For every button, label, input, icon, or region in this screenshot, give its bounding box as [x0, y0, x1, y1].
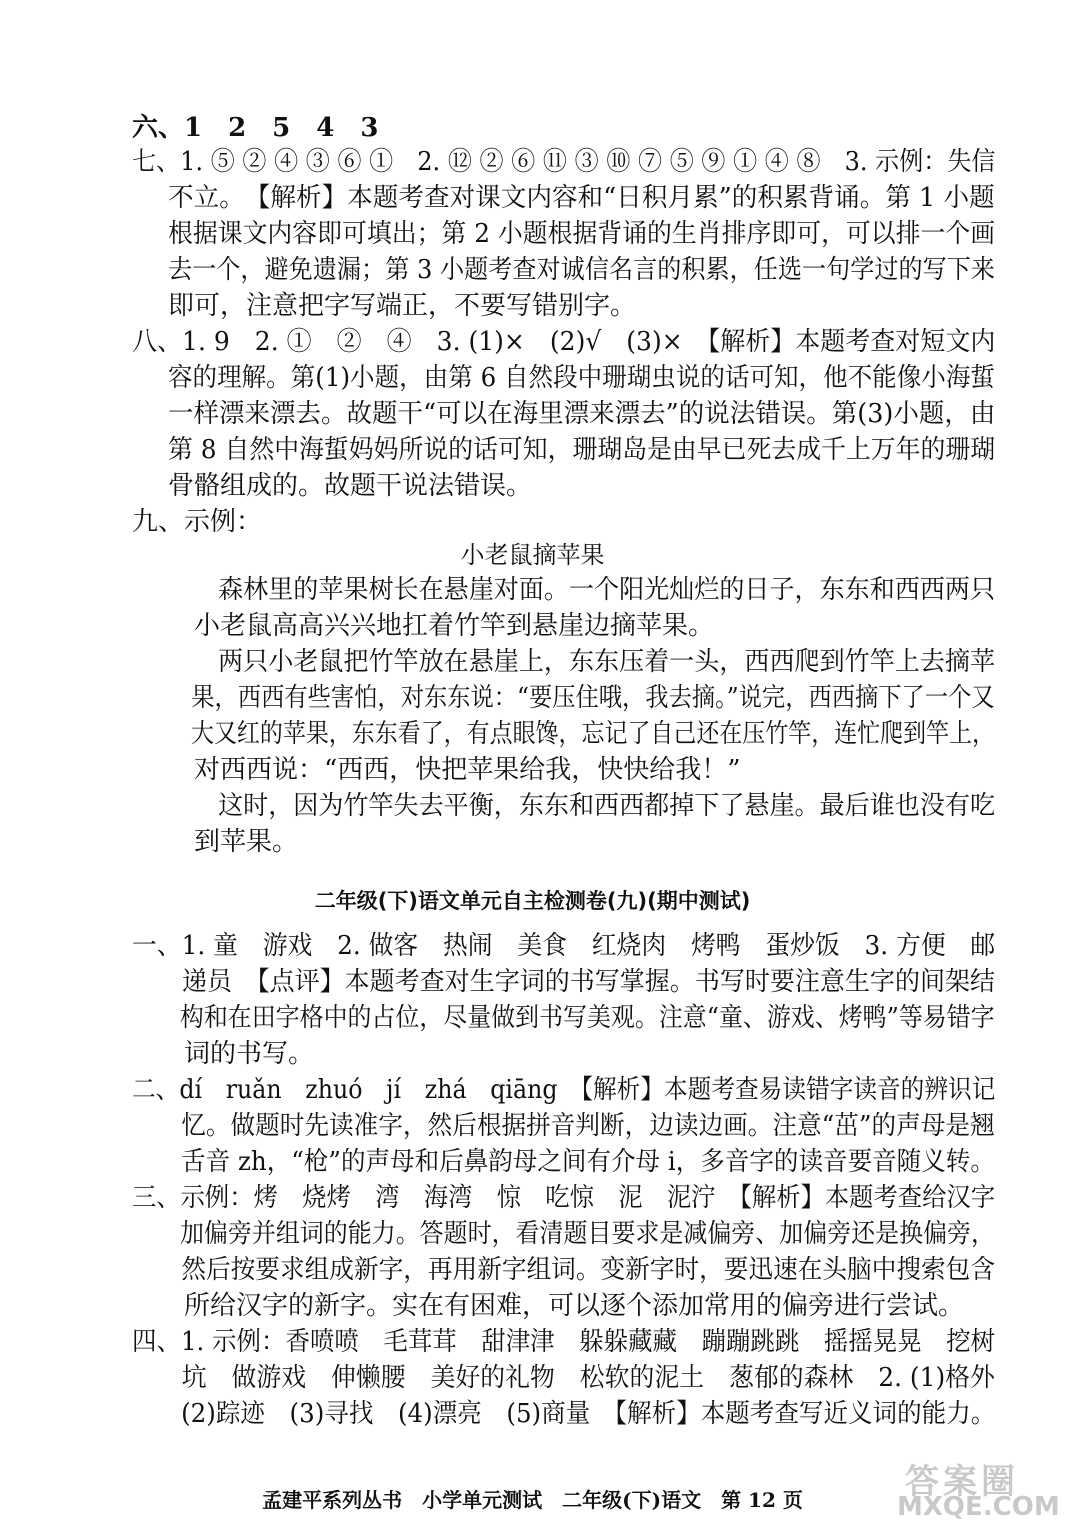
- story-line: 对西西说：“西西，快把苹果给我，快快给我！”: [168, 755, 741, 785]
- section-eight-line: 容的理解。第(1)小题，由第 6 自然段中珊瑚虫说的话可知，他不能像小海蜇: [168, 363, 995, 393]
- part-three-line: 三、示例：烤 烧烤 湾 海湾 惊 吃惊 泥 泥泞 【解析】本题考查给汉字: [132, 1183, 996, 1213]
- section-seven-line: 即可，注意把字写端正，不要写错别字。: [168, 291, 637, 321]
- part-two-line: 舌音 zh，“枪”的声母和后鼻韵母之间有介母 i，多音字的读音要音随义转。: [132, 1147, 995, 1177]
- page-footer: 孟建平系列丛书 小学单元测试 二年级(下)语文 第 12 页: [262, 1488, 803, 1512]
- section-eight-line: 第 8 自然中海蜇妈妈所说的话可知，珊瑚岛是由早已死去成千上万年的珊瑚: [168, 435, 996, 465]
- part-two-line: 二、dí ruǎn zhuó jí zhá qiāng 【解析】本题考查易读错字读音的辨识记: [132, 1075, 996, 1105]
- part-four-line: (2)踪迹 (3)寻找 (4)漂亮 (5)商量 【解析】本题考查写近义词的能力。: [132, 1399, 996, 1429]
- section-nine-label: 九、示例：: [132, 507, 263, 537]
- section-eight-line: 八、1. 9 2. ① ② ④ 3. (1)× (2)√ (3)× 【解析】本题考查对短文内: [132, 327, 996, 357]
- story-line: 两只小老鼠把竹竿放在悬崖上，东东压着一头，西西爬到竹竿上去摘苹: [168, 647, 996, 677]
- section-seven-line: 七、1. ⑤ ② ④ ③ ⑥ ① 2. ⑫ ② ⑥ ⑪ ③ ⑩ ⑦ ⑤ ⑨ ① ④ ⑧ 3. 示例：失信: [132, 147, 996, 177]
- part-four-line: 四、1. 示例：香喷喷 毛茸茸 甜津津 躲躲藏藏 蹦蹦跳跳 摇摇晃晃 挖树: [132, 1327, 996, 1357]
- part-two-line: 忆。做题时先读准字，然后根据拼音判断，边读边画。注意“茁”的声母是翘: [132, 1111, 995, 1141]
- watermark-logo: [895, 1454, 1060, 1522]
- story-line: 小老鼠高高兴兴地扛着竹竿到悬崖边摘苹果。: [168, 611, 715, 641]
- part-four-line: 坑 做游戏 伸懒腰 美好的礼物 松软的泥土 葱郁的森林 2. (1)格外: [132, 1363, 995, 1393]
- part-one-line: 构和在田字格中的占位，尽量做到书写美观。注意“童、游戏、烤鸭”等易错字: [132, 1003, 995, 1033]
- story-line: 森林里的苹果树长在悬崖对面。一个阳光灿烂的日子，东东和西西两只: [168, 575, 996, 605]
- part-one-line: 一、1. 童 游戏 2. 做客 热闹 美食 红烧肉 烤鸭 蛋炒饭 3. 方便 邮: [132, 931, 996, 961]
- watermark-url: MXQE.COM: [897, 1492, 1060, 1522]
- section-seven-line: 去一个，避免遗漏；第 3 小题考查对诚信名言的积累，任选一句学过的写下来: [168, 255, 996, 285]
- part-three-line: 所给汉字的新字。实在有困难，可以逐个添加常用的偏旁进行尝试。: [132, 1291, 965, 1321]
- story-title: 小老鼠摘苹果: [460, 541, 605, 569]
- section-eight-line: 骨骼组成的。故题干说法错误。: [168, 471, 533, 501]
- part-three-line: 加偏旁并组词的能力。答题时，看清题目要求是减偏旁、加偏旁还是换偏旁，: [132, 1219, 996, 1249]
- story-line: 到苹果。: [168, 827, 299, 857]
- section-seven-line: 根据课文内容即可填出；第 2 小题根据背诵的生肖排序即可，可以排一个画: [168, 219, 996, 249]
- story-line: 果，西西有些害怕，对东东说：“要压住哦，我去摘。”说完，西西摘下了一个又: [168, 683, 995, 713]
- part-one-line: 递员 【点评】本题考查对生字词的书写掌握。书写时要注意生字的间架结: [132, 967, 996, 997]
- watermark-text: 答案圈: [905, 1462, 1019, 1502]
- story-line: 大又红的苹果，东东看了，有点眼馋，忘记了自己还在压竹竿，连忙爬到竿上，: [168, 719, 996, 749]
- section-eight-line: 一样漂来漂去。故题干“可以在海里漂来漂去”的说法错误。第(3)小题，由: [168, 399, 996, 429]
- section-six: 六、1 2 5 4 3: [132, 113, 379, 143]
- story-line: 这时，因为竹竿失去平衡，东东和西西都掉下了悬崖。最后谁也没有吃: [168, 791, 996, 821]
- exam-title: 二年级(下)语文单元自主检测卷(九)(期中测试): [314, 889, 751, 913]
- part-one-line: 词的书写。: [132, 1039, 315, 1069]
- part-three-line: 然后按要求组成新字，再用新字组词。变新字时，要迅速在头脑中搜索包含: [132, 1255, 996, 1285]
- section-seven-line: 不立。 【解析】本题考查对课文内容和“日积月累”的积累背诵。第 1 小题: [168, 183, 995, 213]
